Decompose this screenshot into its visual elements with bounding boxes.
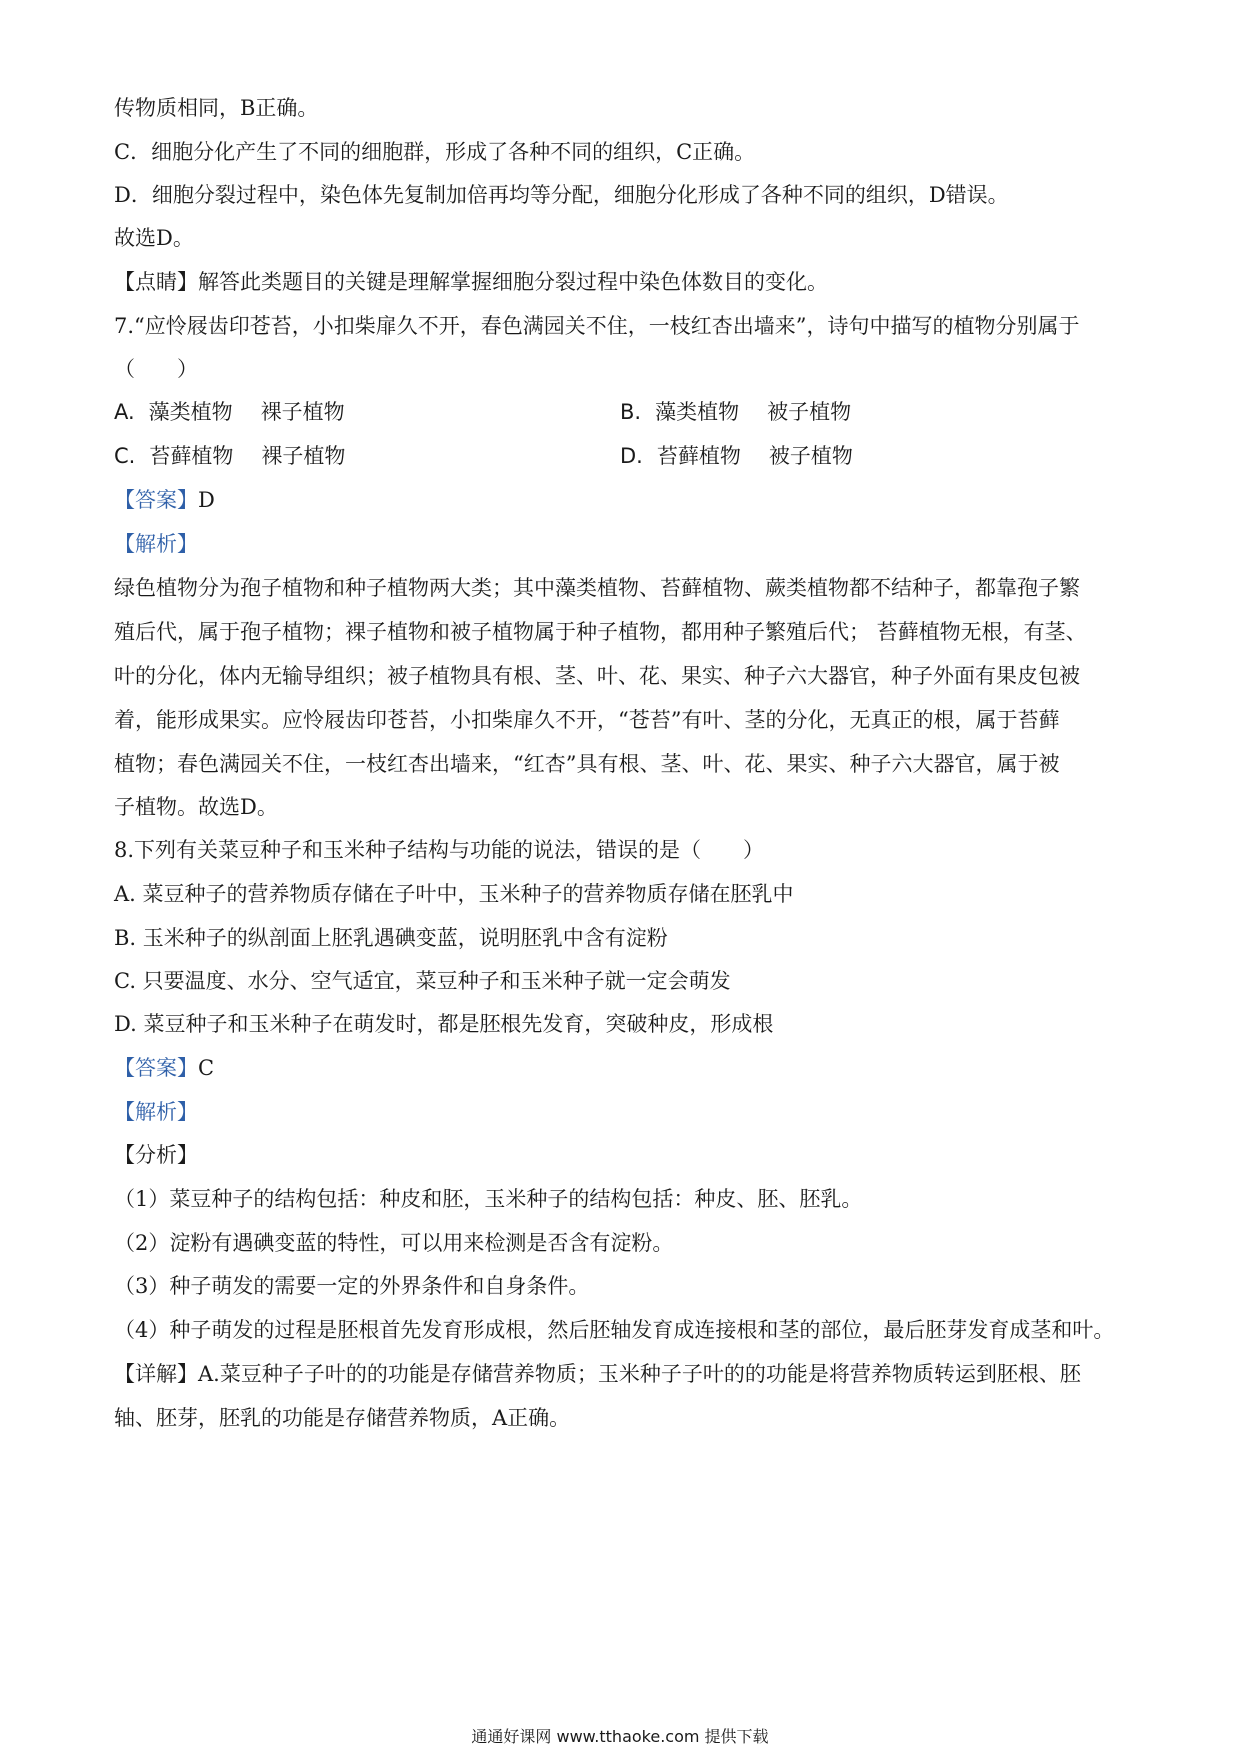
q7-analysis-line: 植物；春色满园关不住，一枝红杏出墙来，“红杏”具有根、茎、叶、花、果实、种子六大器官，属于被 xyxy=(114,752,1060,776)
page-footer: 通通好课网 www.tthaoke.com 提供下载 xyxy=(471,1727,769,1746)
question-8-stem: 8.下列有关菜豆种子和玉米种子结构与功能的说法，错误的是（ ） xyxy=(114,838,765,862)
q7-option-c xyxy=(114,442,345,470)
text-line: 故选D。 xyxy=(114,226,194,250)
q8-point: （2）淀粉有遇碘变蓝的特性，可以用来检测是否含有淀粉。 xyxy=(114,1231,674,1255)
q7-analysis-line: 绿色植物分为孢子植物和种子植物两大类；其中藻类植物、苔藓植物、蕨类植物都不结种子，都靠孢子繁 xyxy=(114,576,1080,600)
question-7-stem: 7.“应怜屐齿印苍苔，小扣柴扉久不开，春色满园关不住，一枝红杏出墙来”，诗句中描写的植物分别属于 xyxy=(114,314,1080,338)
option-letter: C. xyxy=(114,444,136,468)
q8-option-a: A. 菜豆种子的营养物质存储在子叶中，玉米种子的营养物质存储在胚乳中 xyxy=(114,882,794,906)
answer-tag: 【答案】 xyxy=(114,488,198,512)
q8-point: （3）种子萌发的需要一定的外界条件和自身条件。 xyxy=(114,1274,590,1298)
option-text: 藻类植物 xyxy=(148,400,233,424)
option-letter: A. xyxy=(114,400,135,424)
option-text: 藻类植物 xyxy=(655,400,740,424)
answer-value: C xyxy=(198,1056,215,1080)
q7-option-a xyxy=(114,398,345,426)
dianjing-note: 【点睛】解答此类题目的关键是理解掌握细胞分裂过程中染色体数目的变化。 xyxy=(114,270,828,294)
text-line: 传物质相同，B正确。 xyxy=(114,96,319,120)
option-text: 被子植物 xyxy=(767,400,852,424)
analysis-tag: 【解析】 xyxy=(114,532,198,556)
option-text: 苔藓植物 xyxy=(149,444,234,468)
q7-analysis-line: 叶的分化，体内无输导组织；被子植物具有根、茎、叶、花、果实、种子六大器官，种子外面有果皮包被 xyxy=(114,664,1080,688)
q8-detail-line: 【详解】A.菜豆种子子叶的的功能是存储营养物质；玉米种子子叶的的功能是将营养物质转运到胚根、胚 xyxy=(114,1362,1081,1386)
q7-option-b xyxy=(620,398,851,426)
option-text: 裸子植物 xyxy=(261,444,346,468)
q7-analysis-line: 子植物。故选D。 xyxy=(114,795,278,819)
text-line: C．细胞分化产生了不同的细胞群，形成了各种不同的组织，C正确。 xyxy=(114,140,756,164)
option-text: 被子植物 xyxy=(768,444,853,468)
text-line: D．细胞分裂过程中，染色体先复制加倍再均等分配，细胞分化形成了各种不同的组织，D错误。 xyxy=(114,183,1009,207)
q8-option-b: B. 玉米种子的纵剖面上胚乳遇碘变蓝，说明胚乳中含有淀粉 xyxy=(114,926,668,950)
option-letter: B. xyxy=(620,400,642,424)
q7-analysis-line: 着，能形成果实。应怜屐齿印苍苔，小扣柴扉久不开，“苍苔”有叶、茎的分化，无真正的根，属于苔藓 xyxy=(114,708,1060,732)
option-text: 苔藓植物 xyxy=(656,444,741,468)
q8-answer xyxy=(114,1054,214,1082)
q7-answer xyxy=(114,486,215,514)
q7-option-d xyxy=(620,442,853,470)
q8-point: （1）菜豆种子的结构包括：种皮和胚，玉米种子的结构包括：种皮、胚、胚乳。 xyxy=(114,1187,863,1211)
q8-detail-line: 轴、胚芽，胚乳的功能是存储营养物质，A正确。 xyxy=(114,1406,571,1430)
question-7-paren: （ ） xyxy=(114,357,198,381)
q8-option-d: D. 菜豆种子和玉米种子在萌发时，都是胚根先发育，突破种皮，形成根 xyxy=(114,1012,774,1036)
analysis-tag: 【解析】 xyxy=(114,1100,198,1124)
q8-fenxi-heading: 【分析】 xyxy=(114,1143,198,1167)
q8-analysis-heading xyxy=(114,1098,198,1126)
answer-value: D xyxy=(198,488,215,512)
q7-analysis-heading xyxy=(114,530,198,558)
option-letter: D. xyxy=(620,444,643,468)
q8-option-c: C. 只要温度、水分、空气适宜，菜豆种子和玉米种子就一定会萌发 xyxy=(114,969,731,993)
option-text: 裸子植物 xyxy=(260,400,345,424)
q7-analysis-line: 殖后代，属于孢子植物；裸子植物和被子植物属于种子植物，都用种子繁殖后代； 苔藓植物无根，有茎、 xyxy=(114,620,1087,644)
q8-point: （4）种子萌发的过程是胚根首先发育形成根，然后胚轴发育成连接根和茎的部位，最后胚芽发育成茎和叶。 xyxy=(114,1318,1115,1342)
answer-tag: 【答案】 xyxy=(114,1056,198,1080)
